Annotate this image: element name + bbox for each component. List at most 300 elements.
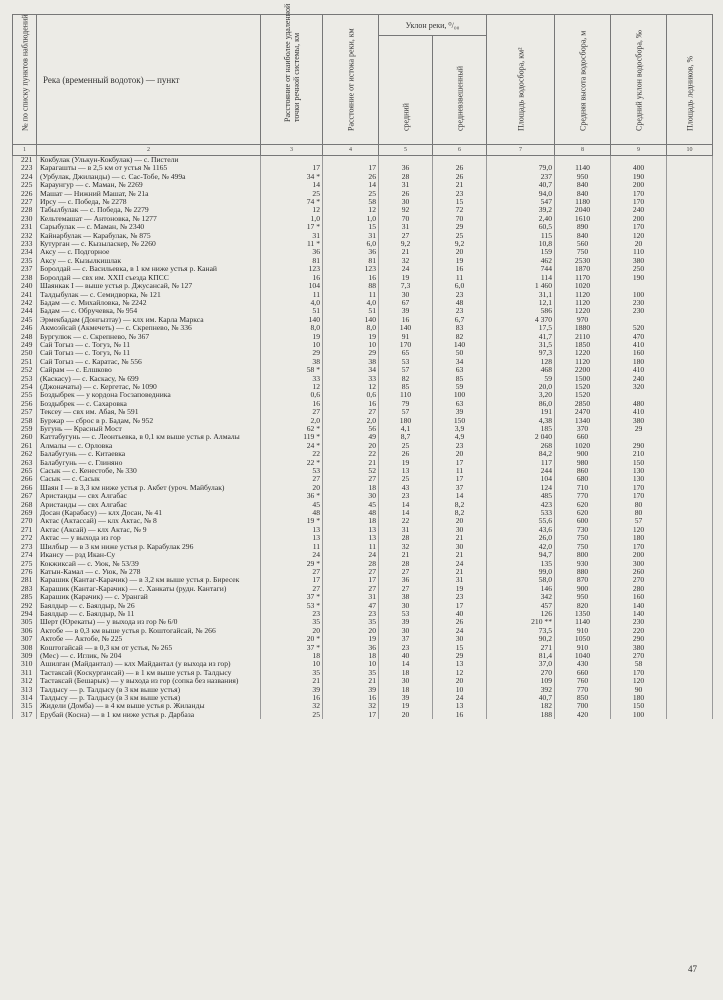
cell-point-number: 306 xyxy=(13,627,37,635)
cell-glacier-area xyxy=(667,333,713,341)
cell-basin-slope: 400 xyxy=(611,164,667,172)
cell-river-point: Табылбулак — с. Победа, № 2279 xyxy=(37,206,261,214)
cell-point-number: 275 xyxy=(13,560,37,568)
cell-river-point: Талдысу — р. Талдысу (в 3 км выше устья) xyxy=(37,694,261,702)
cell-distance-source: 27 xyxy=(323,408,379,416)
cell-distance-far: 16 xyxy=(261,274,323,282)
cell-glacier-area xyxy=(667,181,713,189)
cell-point-number: 305 xyxy=(13,618,37,626)
cell-slope-weighted: 23 xyxy=(433,593,487,601)
cell-slope-mean: 28 xyxy=(379,534,433,542)
table-row xyxy=(13,618,713,626)
cell-slope-mean: 40 xyxy=(379,652,433,660)
cell-distance-source: 17 xyxy=(323,711,379,719)
table-row xyxy=(13,282,713,290)
cell-slope-mean: 24 xyxy=(379,265,433,273)
cell-basin-area: 37,0 xyxy=(487,660,555,668)
cell-river-point: Сарыбулак — с. Маман, № 2340 xyxy=(37,223,261,231)
cell-river-point: Сасык — с. Кенестобе, № 330 xyxy=(37,467,261,475)
cell-distance-far: 27 xyxy=(261,408,323,416)
cell-distance-source: 16 xyxy=(323,274,379,282)
cell-slope-mean: 39 xyxy=(379,618,433,626)
cell-river-point: Тастаксай (Бешарык) — у выхода из гор (сопка без названия) xyxy=(37,677,261,685)
cell-glacier-area xyxy=(667,366,713,374)
cell-distance-far: 0,6 xyxy=(261,391,323,399)
cell-basin-slope: 200 xyxy=(611,181,667,189)
cell-basin-slope: 380 xyxy=(611,257,667,265)
cell-river-point: Сай Тогыз — с. Тогуз, № 11 xyxy=(37,349,261,357)
cell-basin-slope: 190 xyxy=(611,173,667,181)
cell-basin-slope: 190 xyxy=(611,274,667,282)
cell-mean-height: 420 xyxy=(555,711,611,719)
cell-slope-weighted: 12 xyxy=(433,669,487,677)
table-row xyxy=(13,593,713,601)
cell-glacier-area xyxy=(667,669,713,677)
cell-basin-area: 547 xyxy=(487,198,555,206)
cell-slope-mean: 19 xyxy=(379,274,433,282)
cell-basin-slope: 120 xyxy=(611,232,667,240)
cell-point-number: 238 xyxy=(13,274,37,282)
cell-distance-far: 58 * xyxy=(261,366,323,374)
cell-basin-slope: 180 xyxy=(611,358,667,366)
cell-distance-far: 62 * xyxy=(261,425,323,433)
cell-basin-slope: 29 xyxy=(611,425,667,433)
cell-basin-area: 270 xyxy=(487,669,555,677)
cell-slope-mean: 28 xyxy=(379,560,433,568)
cell-basin-area: 84,2 xyxy=(487,450,555,458)
table-row xyxy=(13,644,713,652)
cell-mean-height: 1140 xyxy=(555,164,611,172)
cell-river-point: Боздыбрек — с. Сахаровка xyxy=(37,400,261,408)
cell-glacier-area xyxy=(667,660,713,668)
table-row xyxy=(13,492,713,500)
table-row xyxy=(13,248,713,256)
cell-slope-weighted xyxy=(433,156,487,165)
table-row xyxy=(13,417,713,425)
cell-distance-far: 45 xyxy=(261,501,323,509)
cell-basin-slope xyxy=(611,316,667,324)
cell-distance-source: 51 xyxy=(323,307,379,315)
cell-slope-weighted: 37 xyxy=(433,484,487,492)
table-row xyxy=(13,358,713,366)
table-row xyxy=(13,551,713,559)
cell-slope-weighted: 23 xyxy=(433,291,487,299)
cell-glacier-area xyxy=(667,240,713,248)
cell-distance-source: 19 xyxy=(323,635,379,643)
header-mean-height: Средняя высота водосбора, м xyxy=(555,15,611,145)
cell-glacier-area xyxy=(667,198,713,206)
table-row xyxy=(13,501,713,509)
cell-slope-weighted: 20 xyxy=(433,450,487,458)
cell-distance-far: 1,0 xyxy=(261,215,323,223)
cell-river-point: Баялдыр — с. Баялдыр, № 11 xyxy=(37,610,261,618)
cell-slope-mean: 31 xyxy=(379,181,433,189)
cell-basin-slope: 480 xyxy=(611,400,667,408)
cell-slope-mean: 16 xyxy=(379,316,433,324)
cell-basin-area: 31,5 xyxy=(487,341,555,349)
cell-distance-source: 28 xyxy=(323,560,379,568)
table-row xyxy=(13,164,713,172)
cell-point-number: 285 xyxy=(13,593,37,601)
cell-slope-weighted: 10 xyxy=(433,686,487,694)
cell-distance-far: 16 xyxy=(261,400,323,408)
table-row xyxy=(13,156,713,165)
cell-point-number: 228 xyxy=(13,206,37,214)
table-row xyxy=(13,391,713,399)
cell-distance-source: 10 xyxy=(323,660,379,668)
cell-mean-height: 820 xyxy=(555,602,611,610)
cell-mean-height: 1020 xyxy=(555,442,611,450)
table-row xyxy=(13,240,713,248)
cell-point-number: 253 xyxy=(13,375,37,383)
cell-river-point: Ашилган (Майдантал) — клх Майдантал (у выхода из гор) xyxy=(37,660,261,668)
cell-mean-height: 890 xyxy=(555,223,611,231)
cell-point-number: 309 xyxy=(13,652,37,660)
header-river: Река (временный водоток) — пункт xyxy=(37,15,261,145)
cell-glacier-area xyxy=(667,215,713,223)
cell-glacier-area xyxy=(667,568,713,576)
cell-distance-far: 104 xyxy=(261,282,323,290)
cell-distance-far: 51 xyxy=(261,307,323,315)
cell-basin-slope: 280 xyxy=(611,585,667,593)
cell-glacier-area xyxy=(667,156,713,165)
cell-basin-area: 124 xyxy=(487,484,555,492)
table-row xyxy=(13,274,713,282)
cell-slope-weighted: 24 xyxy=(433,560,487,568)
cell-point-number: 259 xyxy=(13,425,37,433)
cell-point-number: 230 xyxy=(13,215,37,223)
cell-point-number: 269 xyxy=(13,509,37,517)
cell-distance-source: 49 xyxy=(323,433,379,441)
cell-slope-mean: 36 xyxy=(379,576,433,584)
cell-slope-weighted: 25 xyxy=(433,232,487,240)
cell-point-number: 271 xyxy=(13,526,37,534)
cell-mean-height: 840 xyxy=(555,181,611,189)
cell-point-number: 274 xyxy=(13,551,37,559)
table-row xyxy=(13,223,713,231)
cell-point-number: 312 xyxy=(13,677,37,685)
cell-basin-slope: 240 xyxy=(611,375,667,383)
cell-basin-area: 462 xyxy=(487,257,555,265)
table-row xyxy=(13,190,713,198)
table-row xyxy=(13,341,713,349)
cell-slope-weighted: 83 xyxy=(433,324,487,332)
cell-river-point: Сай Тогыз — с. Каратас, № 556 xyxy=(37,358,261,366)
cell-slope-mean: 18 xyxy=(379,686,433,694)
cell-glacier-area xyxy=(667,551,713,559)
cell-point-number: 252 xyxy=(13,366,37,374)
cell-mean-height: 1220 xyxy=(555,307,611,315)
cell-point-number: 244 xyxy=(13,307,37,315)
cell-basin-area: 109 xyxy=(487,677,555,685)
header-basin-area: Площадь водосбора, км² xyxy=(487,15,555,145)
cell-point-number: 266 xyxy=(13,484,37,492)
cell-slope-mean: 18 xyxy=(379,669,433,677)
cell-river-point: Кокбулак (Улькун-Кокбулак) — с. Пистели xyxy=(37,156,261,165)
cell-basin-slope: 160 xyxy=(611,349,667,357)
cell-point-number: 265 xyxy=(13,467,37,475)
cell-glacier-area xyxy=(667,425,713,433)
cell-basin-slope: 230 xyxy=(611,299,667,307)
cell-glacier-area xyxy=(667,375,713,383)
cell-slope-weighted: 150 xyxy=(433,417,487,425)
cell-point-number: 240 xyxy=(13,282,37,290)
cell-slope-weighted: 26 xyxy=(433,164,487,172)
cell-glacier-area xyxy=(667,324,713,332)
cell-point-number: 292 xyxy=(13,602,37,610)
cell-glacier-area xyxy=(667,417,713,425)
cell-basin-slope: 230 xyxy=(611,618,667,626)
cell-mean-height: 370 xyxy=(555,425,611,433)
cell-point-number: 273 xyxy=(13,543,37,551)
cell-distance-far: 22 * xyxy=(261,459,323,467)
cell-distance-far: 11 xyxy=(261,543,323,551)
cell-basin-area: 73,5 xyxy=(487,627,555,635)
cell-distance-source: 12 xyxy=(323,206,379,214)
cell-slope-weighted: 6,0 xyxy=(433,282,487,290)
cell-glacier-area xyxy=(667,526,713,534)
cell-basin-area: 90,2 xyxy=(487,635,555,643)
table-row xyxy=(13,610,713,618)
cell-basin-slope: 150 xyxy=(611,702,667,710)
cell-basin-area: 744 xyxy=(487,265,555,273)
cell-basin-slope: 270 xyxy=(611,652,667,660)
cell-distance-source: 12 xyxy=(323,383,379,391)
cell-mean-height: 1140 xyxy=(555,618,611,626)
cell-mean-height: 1500 xyxy=(555,375,611,383)
cell-mean-height: 2530 xyxy=(555,257,611,265)
cell-river-point: Шаян I — в 3,3 км ниже устья р. Акбет (уроч. Майбулак) xyxy=(37,484,261,492)
cell-mean-height xyxy=(555,156,611,165)
cell-basin-area xyxy=(487,156,555,165)
cell-distance-far: 123 xyxy=(261,265,323,273)
cell-basin-slope: 58 xyxy=(611,660,667,668)
cell-slope-mean: 82 xyxy=(379,375,433,383)
cell-mean-height: 560 xyxy=(555,240,611,248)
cell-basin-area: 2 040 xyxy=(487,433,555,441)
cell-point-number: 294 xyxy=(13,610,37,618)
column-number: 5 xyxy=(379,145,433,156)
cell-distance-source: 33 xyxy=(323,375,379,383)
cell-basin-area: 104 xyxy=(487,475,555,483)
cell-basin-area: 485 xyxy=(487,492,555,500)
cell-mean-height: 750 xyxy=(555,543,611,551)
cell-basin-area: 43,6 xyxy=(487,526,555,534)
cell-basin-slope: 300 xyxy=(611,560,667,568)
cell-mean-height: 750 xyxy=(555,534,611,542)
cell-distance-source: 48 xyxy=(323,509,379,517)
cell-slope-mean: 67 xyxy=(379,299,433,307)
cell-river-point: Бугунь — Красный Мост xyxy=(37,425,261,433)
cell-distance-far: 20 xyxy=(261,484,323,492)
cell-basin-area: 39,2 xyxy=(487,206,555,214)
cell-distance-source: 47 xyxy=(323,602,379,610)
cell-distance-far: 25 xyxy=(261,190,323,198)
cell-slope-mean: 30 xyxy=(379,677,433,685)
table-row xyxy=(13,560,713,568)
cell-distance-source: 14 xyxy=(323,181,379,189)
cell-slope-weighted: 85 xyxy=(433,375,487,383)
cell-distance-source: 52 xyxy=(323,467,379,475)
table-row xyxy=(13,576,713,584)
cell-slope-mean: 53 xyxy=(379,610,433,618)
cell-glacier-area xyxy=(667,190,713,198)
cell-slope-weighted: 20 xyxy=(433,248,487,256)
cell-distance-far: 48 xyxy=(261,509,323,517)
cell-point-number: 311 xyxy=(13,669,37,677)
cell-point-number: 224 xyxy=(13,173,37,181)
cell-slope-weighted: 3,9 xyxy=(433,425,487,433)
cell-distance-source: 0,6 xyxy=(323,391,379,399)
cell-slope-mean: 25 xyxy=(379,442,433,450)
cell-mean-height: 750 xyxy=(555,248,611,256)
cell-glacier-area xyxy=(667,173,713,181)
cell-basin-slope: 170 xyxy=(611,190,667,198)
cell-distance-far: 10 xyxy=(261,660,323,668)
cell-river-point: Аксу — с. Подгорное xyxy=(37,248,261,256)
cell-slope-weighted: 14 xyxy=(433,492,487,500)
cell-slope-weighted: 11 xyxy=(433,274,487,282)
cell-mean-height: 1350 xyxy=(555,610,611,618)
cell-basin-area: 81,4 xyxy=(487,652,555,660)
cell-mean-height: 880 xyxy=(555,568,611,576)
cell-distance-source: 18 xyxy=(323,484,379,492)
hydrology-table xyxy=(12,3,713,719)
cell-river-point: Буржар — сброс в р. Бадам, № 952 xyxy=(37,417,261,425)
cell-glacier-area xyxy=(667,349,713,357)
cell-river-point: Кельтемашат — Антоновка, № 1277 xyxy=(37,215,261,223)
column-number: 7 xyxy=(487,145,555,156)
cell-slope-mean: 65 xyxy=(379,349,433,357)
cell-glacier-area xyxy=(667,459,713,467)
cell-basin-slope: 140 xyxy=(611,610,667,618)
cell-distance-source: 4,0 xyxy=(323,299,379,307)
cell-point-number: 317 xyxy=(13,711,37,719)
cell-river-point: Ерубай (Косна) — в 1 км ниже устья р. Дарбаза xyxy=(37,711,261,719)
cell-point-number: 256 xyxy=(13,400,37,408)
cell-slope-weighted: 19 xyxy=(433,585,487,593)
table-row xyxy=(13,635,713,643)
cell-basin-area: 86,0 xyxy=(487,400,555,408)
cell-distance-source: 34 xyxy=(323,366,379,374)
cell-basin-slope xyxy=(611,433,667,441)
cell-glacier-area xyxy=(667,358,713,366)
cell-basin-area: 97,3 xyxy=(487,349,555,357)
cell-distance-source: 25 xyxy=(323,190,379,198)
cell-river-point: (Каскасу) — с. Каскасу, № 699 xyxy=(37,375,261,383)
cell-slope-weighted: 30 xyxy=(433,635,487,643)
cell-glacier-area xyxy=(667,635,713,643)
table-row xyxy=(13,669,713,677)
cell-basin-slope: 120 xyxy=(611,526,667,534)
cell-slope-weighted: 11 xyxy=(433,467,487,475)
cell-river-point: Актас (Аксай) — клх Актас, № 9 xyxy=(37,526,261,534)
table-row xyxy=(13,694,713,702)
cell-basin-area: 17,5 xyxy=(487,324,555,332)
cell-slope-weighted: 24 xyxy=(433,627,487,635)
cell-distance-source: 16 xyxy=(323,400,379,408)
cell-distance-far: 11 * xyxy=(261,240,323,248)
cell-slope-weighted: 6,7 xyxy=(433,316,487,324)
cell-slope-mean: 21 xyxy=(379,248,433,256)
cell-basin-area: 40,7 xyxy=(487,694,555,702)
cell-mean-height: 1340 xyxy=(555,417,611,425)
header-distance-far: Расстояние от наиболее удаленной точки речной системы, км xyxy=(261,15,323,145)
cell-basin-slope: 150 xyxy=(611,459,667,467)
cell-distance-far: 16 xyxy=(261,694,323,702)
cell-slope-mean: 92 xyxy=(379,206,433,214)
cell-slope-mean: 39 xyxy=(379,694,433,702)
table-row xyxy=(13,467,713,475)
cell-slope-weighted: 21 xyxy=(433,551,487,559)
cell-distance-far: 22 xyxy=(261,450,323,458)
cell-slope-weighted: 23 xyxy=(433,307,487,315)
cell-river-point: Балабугунь — с. Китаевка xyxy=(37,450,261,458)
cell-glacier-area xyxy=(667,383,713,391)
cell-basin-area: 135 xyxy=(487,560,555,568)
cell-river-point: Карагашты — в 2,5 км от устья № 1165 xyxy=(37,164,261,172)
cell-distance-source: 26 xyxy=(323,173,379,181)
cell-glacier-area xyxy=(667,618,713,626)
cell-point-number: 241 xyxy=(13,291,37,299)
cell-point-number: 255 xyxy=(13,391,37,399)
cell-mean-height: 950 xyxy=(555,593,611,601)
cell-slope-weighted: 23 xyxy=(433,442,487,450)
cell-distance-far: 23 xyxy=(261,610,323,618)
cell-river-point: Алмалы — с. Орловка xyxy=(37,442,261,450)
cell-distance-far: 38 xyxy=(261,358,323,366)
cell-glacier-area xyxy=(667,585,713,593)
cell-river-point: Эрмекбадам (Донгызтау) — клх им. Карла Маркса xyxy=(37,316,261,324)
cell-distance-far: 74 * xyxy=(261,198,323,206)
cell-slope-mean: 30 xyxy=(379,627,433,635)
cell-glacier-area xyxy=(667,627,713,635)
table-row xyxy=(13,349,713,357)
cell-slope-weighted: 9,2 xyxy=(433,240,487,248)
cell-glacier-area xyxy=(667,644,713,652)
cell-distance-source: 36 xyxy=(323,248,379,256)
cell-point-number: 261 xyxy=(13,442,37,450)
cell-distance-source: 11 xyxy=(323,543,379,551)
cell-distance-source xyxy=(323,156,379,165)
cell-river-point: Талдысу — р. Талдысу (в 3 км выше устья) xyxy=(37,686,261,694)
cell-glacier-area xyxy=(667,702,713,710)
cell-point-number: 225 xyxy=(13,181,37,189)
cell-distance-source: 13 xyxy=(323,526,379,534)
cell-mean-height: 840 xyxy=(555,232,611,240)
cell-basin-slope: 130 xyxy=(611,467,667,475)
cell-point-number: 254 xyxy=(13,383,37,391)
cell-slope-mean xyxy=(379,156,433,165)
cell-mean-height: 900 xyxy=(555,450,611,458)
cell-distance-far: 119 * xyxy=(261,433,323,441)
cell-mean-height: 770 xyxy=(555,686,611,694)
cell-slope-weighted: 17 xyxy=(433,475,487,483)
cell-distance-far xyxy=(261,156,323,165)
cell-river-point: Бургулюк — с. Скрепнево, № 367 xyxy=(37,333,261,341)
cell-glacier-area xyxy=(667,341,713,349)
cell-glacier-area xyxy=(667,593,713,601)
cell-river-point: Каттабугунь — с. Леонтьевка, в 0,1 км выше устья р. Алмалы xyxy=(37,433,261,441)
cell-basin-slope: 410 xyxy=(611,341,667,349)
cell-river-point: Досан (Карабасу) — клх Досан, № 41 xyxy=(37,509,261,517)
cell-point-number: 257 xyxy=(13,408,37,416)
cell-mean-height: 1120 xyxy=(555,358,611,366)
cell-glacier-area xyxy=(667,517,713,525)
header-glacier-area: Площадь ледников, % xyxy=(667,15,713,145)
cell-basin-slope: 110 xyxy=(611,248,667,256)
cell-slope-weighted: 82 xyxy=(433,333,487,341)
